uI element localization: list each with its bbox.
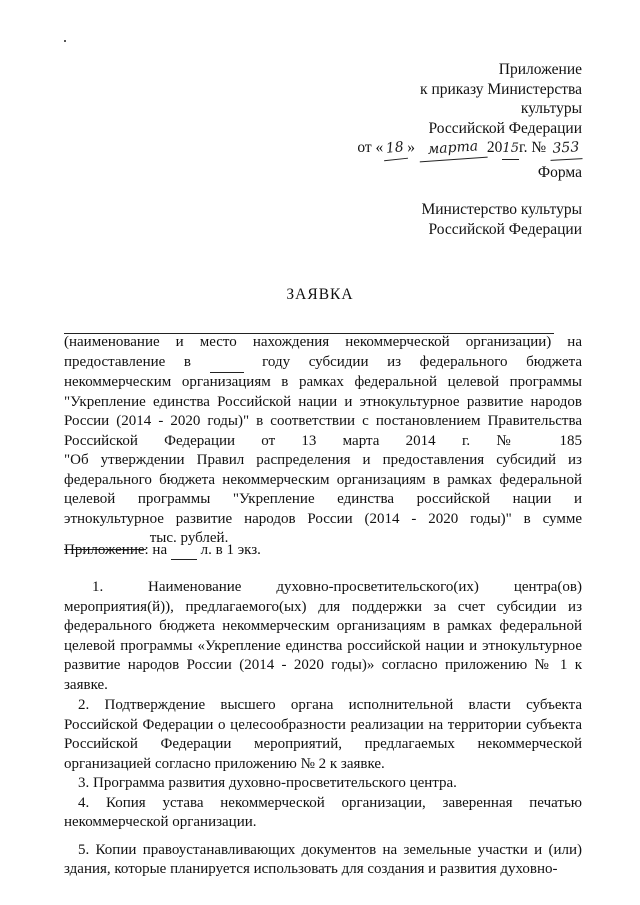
body-line: (наименование и место нахождения некоммерческой организации) на	[64, 334, 582, 350]
approval-line-1: Приложение	[498, 61, 582, 78]
item-1-number: 1.	[92, 579, 104, 595]
document-title: ЗАЯВКА	[286, 286, 354, 303]
body-line	[64, 353, 582, 374]
body-line-2b: году субсидии из федерального бюджета	[262, 353, 583, 370]
number-prefix: г. №	[518, 139, 547, 156]
application-body	[64, 333, 582, 550]
year-blank	[210, 353, 244, 374]
list-item: 4. Копия устава некоммерческой организации, заверенная печатью некоммерческой организации.	[64, 794, 582, 830]
attachment-line	[64, 542, 261, 560]
approval-date-line	[357, 138, 582, 160]
list-item: 3. Программа развития духовно-просветительского центра.	[78, 775, 457, 791]
ministry-block	[421, 200, 582, 239]
list-item: 2. Подтверждение высшего органа исполнительной власти субъекта Российской Федерации о целесообразности реализации на территории субъекта Российской Федерации мероприятий, предлагаемых некоммерческой организацией согласно приложению № 2 к заявке.	[64, 697, 582, 772]
sheets-blank	[171, 542, 197, 560]
handwritten-year: 15	[502, 139, 519, 160]
body-line: некоммерческим организациям в рамках федеральной целевой программы	[64, 374, 582, 390]
body-line: этнокультурное развитие народов России (2014 - 2020 годы)" в сумме	[64, 510, 582, 527]
item-1-text: Наименование духовно-просветительского(их) центра(ов) мероприятия(й)), предлагаемого(ых) для поддержки за счет субсидии из федерального бюджета некоммерческим организациям в рамках федеральной целевой программы «Укрепление единства российской нации и этнокультурное развитие народов России (2014 - 2020 годы)» согласно приложению № 1 к заявке.	[64, 579, 582, 693]
list-item: 5. Копии правоустанавливающих документов на земельные участки и (или) здания, которые планируется использовать для создания и развития духовно-	[64, 841, 582, 877]
form-label: Форма	[537, 164, 582, 181]
body-line: Российской Федерации от 13 марта 2014 г. № 185	[64, 432, 582, 449]
body-line: федерального бюджета некоммерческим организациям в рамках федеральной	[64, 471, 582, 488]
ministry-line-1: Министерство культуры	[421, 201, 582, 218]
handwritten-number: 353	[549, 138, 582, 160]
handwritten-day: 18	[382, 138, 408, 161]
approval-line-4: Российской Федерации	[428, 119, 582, 137]
body-line-2a: предоставление в	[64, 353, 191, 370]
attachment-suffix: л. в 1 экз.	[200, 542, 261, 558]
year-prefix: 20	[486, 139, 503, 156]
body-line: России (2014 - 2020 годы)" в соответствии с постановлением Правительства	[64, 413, 582, 429]
body-line: "Укрепление единства Российской нации и этнокультурное развитие народов	[64, 393, 582, 410]
ministry-line-2: Российской Федерации	[428, 220, 582, 238]
attachments-list	[64, 578, 582, 880]
amount-unit: тыс. рублей.	[149, 530, 229, 546]
date-prefix: от «	[357, 139, 384, 156]
date-close: »	[407, 139, 416, 156]
scan-speck	[64, 40, 66, 42]
approval-block	[357, 60, 582, 160]
attachment-prefix: Приложение: на	[64, 542, 168, 558]
handwritten-month: марта	[418, 137, 487, 162]
approval-line-2: к приказу Министерства	[420, 80, 582, 98]
body-line: целевой программы "Укрепление единства российской нации и	[64, 491, 582, 507]
body-line: "Об утверждении Правил распределения и предоставления субсидий из	[64, 452, 582, 468]
approval-line-3: культуры	[520, 100, 582, 117]
list-item	[64, 578, 582, 695]
